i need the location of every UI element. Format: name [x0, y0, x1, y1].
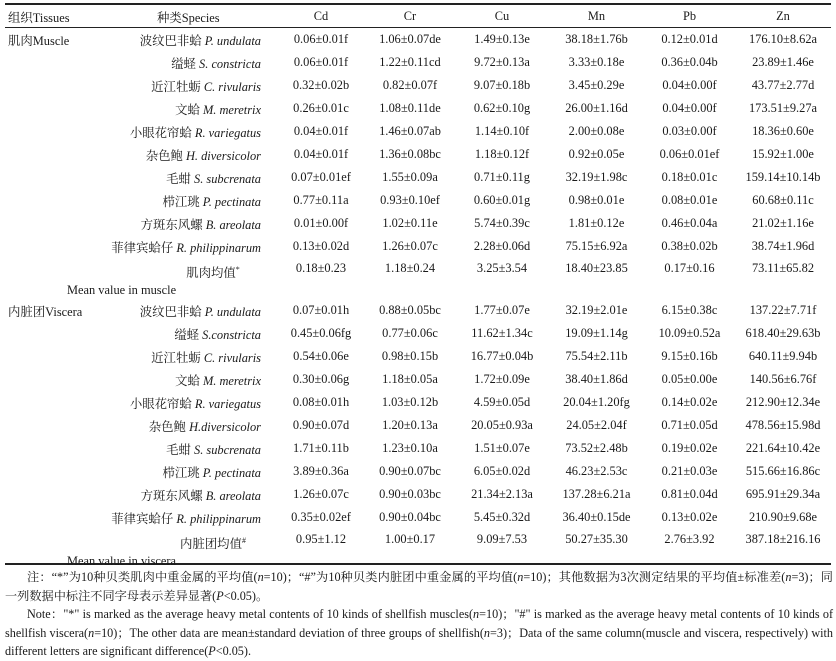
value-cell: 3.89±0.36a [293, 464, 349, 479]
mean-value-cell: 1.00±0.17 [384, 532, 436, 547]
note-segment: =10)；“#”为10种贝类内脏团中重金属的平均值( [263, 570, 518, 584]
value-cell: 1.03±0.12b [381, 395, 439, 410]
species-cell [105, 391, 277, 414]
species-chinese: 波纹巴非蛤 [139, 33, 202, 48]
value-cell: 0.38±0.02b [661, 239, 718, 253]
value-cell: 0.36±0.04b [661, 55, 718, 69]
value-cell: 0.77±0.06c [382, 326, 438, 341]
value-cell: 46.23±2.53c [565, 464, 628, 479]
value-cell: 0.04±0.00f [662, 101, 717, 115]
note-segment: n [473, 607, 480, 621]
species-latin: S. constricta [199, 56, 261, 71]
note-segment: n [88, 625, 95, 640]
table-row [5, 299, 831, 322]
value-cell: 0.04±0.00f [662, 78, 717, 92]
value-cell: 1.55±0.09a [382, 170, 438, 184]
value-cell: 0.45±0.06fg [290, 326, 352, 341]
note-segment: P [216, 588, 224, 603]
species-cell [105, 143, 277, 166]
tissue-cell: 内脏团Viscera [8, 304, 83, 319]
table-row [5, 97, 831, 120]
value-cell: 1.26±0.07c [293, 487, 349, 502]
table-row [5, 235, 831, 258]
value-cell: 0.82±0.07f [382, 78, 438, 92]
value-cell: 0.88±0.05bc [379, 303, 441, 318]
value-cell: 1.08±0.11de [379, 101, 441, 115]
species-latin: M. meretrix [202, 373, 261, 388]
table-row [5, 345, 831, 368]
value-cell: 2.00±0.08e [568, 124, 625, 138]
table-row [5, 28, 831, 51]
value-cell: 1.26±0.07c [382, 239, 438, 253]
value-cell: 38.74±1.96d [751, 239, 815, 253]
species-chinese: 杂色鲍 [148, 419, 186, 434]
value-cell: 3.45±0.29e [568, 78, 625, 92]
mean-row [5, 529, 831, 570]
value-cell: 0.93±0.10ef [380, 193, 440, 207]
mean-label-chinese: 内脏团均值 [180, 537, 242, 552]
value-cell: 221.64±10.42e [745, 441, 821, 456]
value-cell: 10.09±0.52a [658, 326, 721, 341]
species-cell [105, 460, 277, 483]
species-chinese: 杂色鲍 [145, 148, 183, 163]
value-cell: 0.77±0.11a [293, 193, 349, 207]
value-cell: 0.19±0.02e [661, 441, 718, 456]
table-row [5, 322, 831, 345]
mean-value-cell: 3.25±3.54 [476, 261, 528, 275]
note-segment: =10)；其他数据为3次测定结果的平均值±标准差( [523, 570, 786, 584]
species-latin: H.diversicolor [189, 419, 261, 434]
value-cell: 1.71±0.11b [293, 441, 349, 456]
value-cell: 6.15±0.38c [661, 303, 718, 318]
value-cell: 0.07±0.01ef [291, 170, 351, 184]
tissue-cell [5, 189, 105, 212]
value-cell: 9.07±0.18b [473, 78, 531, 92]
note-segment: =10)；"#" is marked as the average heavy metal contents of 10 kinds of shellfish viscera( [5, 607, 833, 640]
species-chinese: 小眼花帘蛤 [129, 396, 192, 411]
mean-value-cell: 50.27±35.30 [565, 532, 628, 547]
header-metal: Pb [682, 9, 697, 23]
species-latin: P. undulata [204, 304, 261, 319]
value-cell: 0.90±0.07d [292, 418, 350, 433]
note-segment: <0.05)。 [223, 588, 269, 603]
note-segment: =10)；The other data are mean±standard deviation of three groups of shellfish( [94, 625, 484, 640]
table-row [5, 189, 831, 212]
value-cell: 1.23±0.10a [382, 441, 438, 456]
value-cell: 159.14±10.14b [745, 170, 821, 184]
value-cell: 478.56±15.98d [745, 418, 821, 433]
tissue-cell [5, 368, 105, 391]
tissue-cell [5, 460, 105, 483]
table-row [5, 368, 831, 391]
value-cell: 0.81±0.04d [661, 487, 718, 502]
value-cell: 1.72±0.09e [474, 372, 530, 387]
mean-value-cell: 0.95±1.12 [295, 532, 347, 547]
value-cell: 0.13±0.02d [292, 239, 350, 253]
value-cell: 1.14±0.10f [474, 124, 530, 138]
table-header-row [5, 5, 831, 28]
mean-label-chinese: 肌肉均值 [186, 266, 236, 281]
table-row [5, 51, 831, 74]
value-cell: 618.40±29.63b [745, 326, 821, 341]
value-cell: 18.36±0.60e [752, 124, 814, 138]
value-cell: 1.46±0.07ab [379, 124, 441, 138]
value-cell: 0.30±0.06g [292, 372, 350, 387]
note-english [5, 605, 833, 661]
tissue-cell [5, 235, 105, 258]
species-cell [105, 97, 277, 120]
tissue-cell [5, 212, 105, 235]
tissue-cell: 肌肉Muscle [8, 33, 70, 48]
value-cell: 36.40±0.15de [562, 510, 631, 525]
value-cell: 15.92±1.00e [752, 147, 814, 161]
tissue-cell [5, 120, 105, 143]
species-cell [105, 437, 277, 460]
value-cell: 24.05±2.04f [566, 418, 627, 433]
tissue-cell [5, 166, 105, 189]
species-cell [105, 506, 277, 529]
species-cell [105, 166, 277, 189]
value-cell: 0.32±0.02b [292, 78, 350, 92]
value-cell: 1.22±0.11cd [379, 55, 441, 69]
species-chinese: 小眼花帘蛤 [129, 125, 192, 140]
value-cell: 0.12±0.01d [661, 32, 718, 46]
species-cell [105, 28, 277, 51]
table-row [5, 437, 831, 460]
species-cell [105, 120, 277, 143]
value-cell: 0.90±0.07bc [379, 464, 441, 479]
species-cell [105, 51, 277, 74]
heavy-metal-table [5, 5, 831, 570]
species-cell [105, 345, 277, 368]
species-cell [105, 74, 277, 97]
value-cell: 0.18±0.01c [661, 170, 718, 184]
header-tissue: 组织Tissues [8, 10, 70, 25]
tissue-cell [5, 483, 105, 506]
value-cell: 1.36±0.08bc [379, 147, 441, 161]
value-cell: 21.34±2.13a [471, 487, 533, 502]
value-cell: 0.71±0.11g [474, 170, 530, 184]
value-cell: 0.21±0.03e [661, 464, 718, 479]
value-cell: 20.05±0.93a [471, 418, 533, 433]
value-cell: 0.04±0.01f [293, 147, 349, 161]
value-cell: 640.11±9.94b [748, 349, 818, 364]
value-cell: 0.08±0.01e [661, 193, 718, 207]
value-cell: 9.72±0.13a [474, 55, 530, 69]
table-row [5, 74, 831, 97]
note-segment: n [483, 625, 490, 640]
value-cell: 4.59±0.05d [473, 395, 531, 410]
mean-mark: * [235, 265, 240, 274]
species-chinese: 文蛤 [175, 102, 200, 117]
species-cell [105, 322, 277, 345]
value-cell: 32.19±1.98c [565, 170, 628, 184]
species-latin: M. meretrix [202, 102, 261, 117]
value-cell: 137.22±7.71f [749, 303, 817, 318]
header-metal: Cd [313, 9, 329, 23]
species-latin: R. variegatus [194, 125, 261, 140]
mean-mark: # [241, 536, 246, 546]
value-cell: 23.89±1.46e [752, 55, 814, 69]
value-cell: 1.49±0.13e [474, 32, 530, 46]
table-row [5, 483, 831, 506]
value-cell: 2.28±0.06d [473, 239, 531, 253]
value-cell: 0.90±0.03bc [379, 487, 441, 502]
species-latin: P. pectinata [202, 465, 261, 480]
value-cell: 0.13±0.02e [661, 510, 718, 525]
note-segment: =3)；同一列数据中标注不同字母表示差异显著( [5, 570, 833, 603]
header-metal: Cu [494, 9, 510, 23]
tissue-cell [5, 506, 105, 529]
mean-value-cell: 1.18±0.24 [384, 261, 436, 275]
table-row [5, 460, 831, 483]
species-chinese: 菲律宾蛤仔 [111, 511, 174, 526]
value-cell: 20.04±1.20fg [563, 395, 630, 410]
note-segment: n [517, 570, 524, 584]
species-chinese: 文蛤 [175, 373, 200, 388]
table-notes [5, 568, 833, 661]
note-segment: n [785, 570, 792, 584]
table-row [5, 414, 831, 437]
species-chinese: 方斑东风螺 [140, 488, 203, 503]
note-segment: Note："*" is marked as the average heavy metal contents of 10 kinds of shellfish muscles( [27, 607, 474, 621]
value-cell: 0.92±0.05e [568, 147, 625, 161]
value-cell: 212.90±12.34e [745, 395, 821, 410]
species-chinese: 菲律宾蛤仔 [111, 240, 174, 255]
species-chinese: 毛蚶 [166, 171, 191, 186]
value-cell: 5.74±0.39c [474, 216, 530, 230]
mean-label-english: Mean value in viscera [67, 554, 177, 569]
value-cell: 0.71±0.05d [661, 418, 718, 433]
tissue-cell [5, 97, 105, 120]
tissue-cell [5, 414, 105, 437]
species-chinese: 近江牡蛎 [151, 79, 201, 94]
table-row [5, 120, 831, 143]
table-row [5, 143, 831, 166]
value-cell: 1.51±0.07e [474, 441, 530, 456]
species-cell [105, 299, 277, 322]
value-cell: 0.03±0.00f [662, 124, 717, 138]
mean-value-cell: 73.11±65.82 [751, 261, 815, 275]
value-cell: 0.46±0.04a [661, 216, 718, 230]
tissue-cell [5, 345, 105, 368]
mean-row [5, 258, 831, 299]
value-cell: 137.28±6.21a [562, 487, 631, 502]
value-cell: 1.18±0.12f [474, 147, 530, 161]
species-latin: S.constricta [202, 327, 261, 342]
value-cell: 0.05±0.00e [661, 372, 718, 387]
mean-value-cell: 9.09±7.53 [476, 532, 528, 547]
value-cell: 1.81±0.12e [568, 216, 625, 230]
species-latin: S. subcrenata [194, 442, 261, 457]
value-cell: 0.90±0.04bc [379, 510, 441, 525]
value-cell: 0.14±0.02e [661, 395, 718, 410]
value-cell: 11.62±1.34c [471, 326, 533, 341]
mean-value-cell: 0.17±0.16 [664, 261, 715, 275]
species-cell [105, 414, 277, 437]
value-cell: 6.05±0.02d [473, 464, 531, 479]
species-latin: B. areolata [205, 488, 261, 503]
value-cell: 173.51±9.27a [748, 101, 818, 115]
note-segment: <0.05). [215, 644, 252, 658]
header-metal: Cr [403, 9, 417, 23]
value-cell: 0.60±0.01g [473, 193, 531, 207]
header-metal: Mn [587, 9, 606, 23]
value-cell: 210.90±9.68e [748, 510, 818, 525]
value-cell: 0.98±0.01e [568, 193, 625, 207]
value-cell: 0.06±0.01f [293, 55, 349, 69]
species-latin: R. philippinarum [176, 240, 261, 255]
species-chinese: 近江牡蛎 [151, 350, 201, 365]
table-row [5, 166, 831, 189]
mean-value-cell: 387.18±216.16 [745, 532, 821, 547]
tissue-cell [5, 437, 105, 460]
value-cell: 73.52±2.48b [565, 441, 628, 456]
value-cell: 19.09±1.14g [565, 326, 628, 341]
species-latin: C. rivularis [203, 79, 261, 94]
value-cell: 1.77±0.07e [474, 303, 530, 318]
value-cell: 1.02±0.11e [382, 216, 438, 230]
value-cell: 43.77±2.77d [751, 78, 815, 92]
mean-label-cell [67, 529, 277, 570]
value-cell: 0.08±0.01h [292, 395, 350, 410]
value-cell: 60.68±0.11c [752, 193, 814, 207]
header-metal: Zn [776, 9, 790, 23]
note-chinese [5, 568, 833, 605]
species-latin: B. areolata [205, 217, 261, 232]
mean-label-english: Mean value in muscle [67, 283, 177, 298]
value-cell: 9.15±0.16b [661, 349, 718, 364]
value-cell: 26.00±1.16d [565, 101, 628, 115]
mean-label-cell [67, 258, 277, 299]
value-cell: 38.18±1.76b [565, 32, 628, 46]
note-segment: P [208, 644, 216, 658]
tissue-cell [5, 51, 105, 74]
species-chinese: 栉江珧 [162, 194, 200, 209]
species-chinese: 缢蛏 [174, 327, 200, 342]
mean-value-cell: 18.40±23.85 [565, 261, 628, 275]
mean-value-cell: 2.76±3.92 [664, 532, 715, 547]
tissue-cell [5, 74, 105, 97]
species-cell [105, 483, 277, 506]
value-cell: 0.06±0.01ef [659, 147, 720, 161]
species-cell [105, 189, 277, 212]
species-latin: R. variegatus [194, 396, 261, 411]
species-latin: C. rivularis [203, 350, 261, 365]
value-cell: 0.06±0.01f [293, 32, 349, 46]
species-latin: R. philippinarum [176, 511, 261, 526]
table-body [5, 28, 831, 570]
species-cell [105, 212, 277, 235]
table-row [5, 506, 831, 529]
value-cell: 140.56±6.76f [749, 372, 817, 387]
value-cell: 0.62±0.10g [473, 101, 531, 115]
tissue-cell [5, 391, 105, 414]
table-row [5, 212, 831, 235]
value-cell: 38.40±1.86d [565, 372, 628, 387]
value-cell: 0.07±0.01h [292, 303, 350, 318]
value-cell: 0.35±0.02ef [291, 510, 351, 525]
note-segment: =3)；Data of the same column(muscle and viscera, respectively) with different letters are significant difference( [5, 625, 834, 658]
value-cell: 16.77±0.04b [470, 349, 534, 364]
species-chinese: 缢蛏 [171, 56, 196, 71]
value-cell: 0.26±0.01c [293, 101, 349, 115]
value-cell: 0.98±0.15b [381, 349, 439, 364]
value-cell: 0.54±0.06e [293, 349, 349, 364]
species-chinese: 波纹巴非蛤 [139, 304, 202, 319]
value-cell: 21.02±1.16e [752, 216, 814, 230]
value-cell: 75.15±6.92a [565, 239, 628, 253]
species-latin: H. diversicolor [185, 148, 261, 163]
value-cell: 1.06±0.07de [379, 32, 441, 46]
species-chinese: 栉江珧 [162, 465, 200, 480]
value-cell: 3.33±0.18e [568, 55, 625, 69]
species-cell [105, 368, 277, 391]
tissue-cell [5, 143, 105, 166]
value-cell: 1.18±0.05a [382, 372, 438, 387]
species-chinese: 方斑东风螺 [140, 217, 203, 232]
value-cell: 515.66±16.86c [745, 464, 821, 479]
species-latin: P. pectinata [202, 194, 261, 209]
value-cell: 5.45±0.32d [473, 510, 531, 525]
mean-value-cell: 0.18±0.23 [295, 261, 347, 275]
species-latin: P. undulata [204, 33, 261, 48]
note-segment: n [257, 570, 264, 584]
value-cell: 75.54±2.11b [565, 349, 628, 364]
species-chinese: 毛蚶 [166, 442, 191, 457]
value-cell: 695.91±29.34a [745, 487, 821, 502]
note-segment: 注：“*”为10种贝类肌肉中重金属的平均值( [27, 570, 258, 584]
tissue-cell [5, 322, 105, 345]
table-row [5, 391, 831, 414]
species-latin: S. subcrenata [194, 171, 261, 186]
header-species: 种类Species [157, 10, 220, 25]
value-cell: 1.20±0.13a [382, 418, 438, 433]
value-cell: 0.01±0.00f [293, 216, 349, 230]
value-cell: 32.19±2.01e [565, 303, 628, 318]
value-cell: 176.10±8.62a [748, 32, 818, 46]
species-cell [105, 235, 277, 258]
value-cell: 0.04±0.01f [293, 124, 349, 138]
